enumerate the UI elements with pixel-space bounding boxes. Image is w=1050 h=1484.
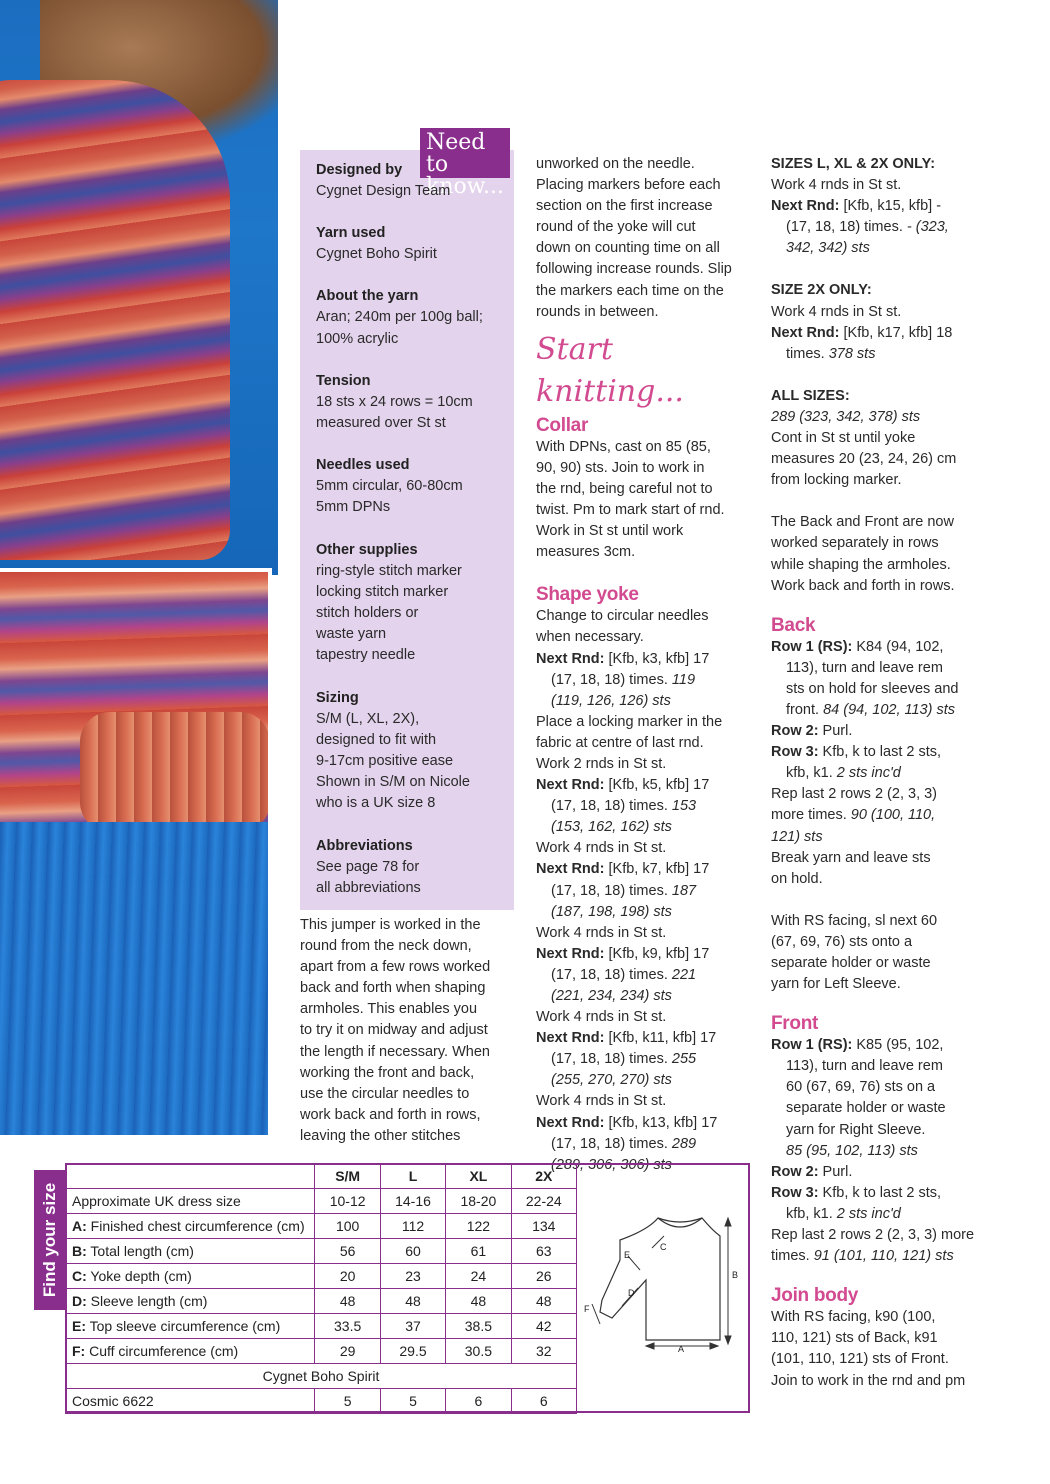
find-your-size-label: Find your size [40, 1182, 59, 1298]
sizing-line: who is a UK size 8 [316, 795, 436, 812]
text-line: 289 (323, 342, 378) sts [771, 408, 921, 425]
size-2x-heading: SIZE 2X ONLY: [771, 282, 872, 299]
text-line: Work in St st until work [536, 523, 684, 540]
size-header: 2X [511, 1164, 576, 1189]
sizing-line: designed to fit with [316, 731, 437, 748]
intro-paragraph [300, 915, 514, 1147]
measurement-label [66, 1214, 315, 1239]
text-line: the markers each time on the [536, 282, 724, 299]
shape-yoke-heading: Shape yoke [536, 584, 639, 606]
instruction-line: front. 84 (94, 102, 113) sts [786, 701, 956, 718]
diagram-label-f: F [584, 1304, 590, 1314]
instruction-line: (289, 306, 306) sts [551, 1156, 672, 1173]
instruction-line: (119, 126, 126) sts [551, 692, 671, 709]
instruction-line: Row 2: Purl. [771, 1163, 853, 1180]
intro-line: use the circular needles to [300, 1085, 470, 1102]
measurement-value: 32 [511, 1339, 576, 1364]
measurement-value: 18-20 [446, 1189, 511, 1214]
model-photo-detail [0, 568, 272, 1135]
instruction-line: Next Rnd: [Kfb, k17, kfb] 18 [771, 324, 953, 341]
about-yarn-block [316, 286, 512, 349]
measurement-value: 42 [511, 1314, 576, 1339]
instruction-line: (17, 18, 18) times. 289 [551, 1135, 697, 1152]
designed-by-block [316, 160, 512, 202]
sizing-line: S/M (L, XL, 2X), [316, 710, 420, 727]
measurement-value: 30.5 [446, 1339, 511, 1364]
measurement-value: 38.5 [446, 1314, 511, 1339]
text-line: Placing markers before each [536, 177, 721, 194]
measurement-value: 29 [315, 1339, 380, 1364]
table-row [66, 1314, 577, 1339]
sweater-cuff [80, 712, 270, 832]
instruction-line: Row 3: Kfb, k to last 2 sts, [771, 1184, 942, 1201]
instruction-line: (221, 234, 234) sts [551, 988, 672, 1004]
abbreviations-label: Abbreviations [316, 837, 413, 854]
text-line: 90, 90) sts. Join to work in [536, 459, 705, 476]
designed-by-label: Designed by [316, 162, 403, 178]
instruction-line: Next Rnd: [Kfb, k15, kfb] - [771, 198, 942, 215]
table-row [66, 1264, 577, 1289]
text-line: yarn for Left Sleeve. [771, 976, 901, 993]
text-line: measures 3cm. [536, 544, 636, 561]
abbreviations-line: all abbreviations [316, 879, 421, 896]
measurement-value: 37 [380, 1314, 445, 1339]
need-to-know-content [316, 160, 512, 920]
yarn-row [66, 1364, 577, 1389]
needles-line: 5mm circular, 60-80cm [316, 478, 463, 495]
measurement-key: D: [72, 1293, 87, 1309]
measurement-label [66, 1289, 315, 1314]
text-line: Rep last 2 rows 2 (2, 3, 3) [771, 786, 938, 803]
back-heading: Back [771, 614, 816, 636]
instruction-line: (255, 270, 270) sts [551, 1072, 672, 1089]
instruction-line: Next Rnd: [Kfb, k3, kfb] 17 [536, 650, 710, 667]
measurement-value: 20 [315, 1264, 380, 1289]
text-line: With RS facing, k90 (100, [771, 1309, 936, 1326]
measurement-label [66, 1189, 315, 1214]
text-line: measures 20 (23, 24, 26) cm [771, 451, 957, 468]
abbreviations-line: See page 78 for [316, 858, 420, 875]
text-line: unworked on the needle. [536, 156, 695, 172]
measurement-value: 26 [511, 1264, 576, 1289]
badge-line-1: Need to [426, 130, 486, 177]
measurement-value: 33.5 [315, 1314, 380, 1339]
shade-label: Cosmic 6622 [66, 1389, 315, 1414]
measurement-key: C: [72, 1268, 87, 1284]
size-header-row [66, 1164, 577, 1189]
measurement-value: 63 [511, 1239, 576, 1264]
instruction-line: Row 2: Purl. [771, 723, 853, 740]
instruction-line: Next Rnd: [Kfb, k13, kfb] 17 [536, 1114, 718, 1131]
table-row [66, 1289, 577, 1314]
instruction-line: (17, 18, 18) times. 153 [551, 798, 697, 815]
measurement-value: 48 [446, 1289, 511, 1314]
pattern-column-3 [771, 154, 993, 1392]
text-line: twist. Pm to mark start of rnd. [536, 502, 725, 519]
instruction-line: 85 (95, 102, 113) sts [786, 1142, 918, 1159]
tension-line: measured over St st [316, 415, 446, 432]
instruction-line: Row 1 (RS): K85 (95, 102, [771, 1037, 944, 1054]
model-photo-top [0, 0, 278, 575]
instruction-line: separate holder or waste [786, 1100, 946, 1117]
text-line: Work 4 rnds in St st. [536, 1093, 667, 1110]
text-line: Work 4 rnds in St st. [771, 177, 902, 194]
measurement-value: 10-12 [315, 1189, 380, 1214]
text-line: Work back and forth in rows. [771, 577, 955, 594]
badge-line-2: know... [426, 174, 504, 199]
text-line: Work 4 rnds in St st. [771, 303, 902, 320]
measurement-value: 61 [446, 1239, 511, 1264]
instruction-line: 113), turn and leave rem [786, 1058, 943, 1075]
text-line: 121) sts [771, 828, 823, 845]
supplies-line: locking stitch marker [316, 583, 449, 600]
needles-block [316, 455, 512, 518]
instruction-line: Next Rnd: [Kfb, k5, kfb] 17 [536, 777, 710, 794]
table-row [66, 1239, 577, 1264]
text-line: section on the first increase [536, 198, 713, 215]
text-line: The Back and Front are now [771, 514, 954, 531]
instruction-line: (153, 162, 162) sts [551, 819, 672, 836]
supplies-line: ring-style stitch marker [316, 562, 462, 579]
other-supplies-block [316, 540, 512, 667]
size-header: L [380, 1164, 445, 1189]
sweater-outline [600, 1218, 720, 1340]
table-row [66, 1189, 577, 1214]
text-line: separate holder or waste [771, 955, 931, 971]
intro-line: work back and forth in rows, [300, 1106, 481, 1123]
text-line: worked separately in rows [771, 535, 939, 552]
pattern-column-2 [536, 154, 758, 1176]
measurement-value: 134 [511, 1214, 576, 1239]
tension-line: 18 sts x 24 rows = 10cm [316, 393, 473, 410]
intro-line: working the front and back, [300, 1064, 475, 1081]
yarn-used-label: Yarn used [316, 225, 386, 242]
supplies-line: waste yarn [316, 626, 387, 643]
intro-line: apart from a few rows worked [300, 959, 491, 976]
text-line: Join to work in the rnd and pm [771, 1372, 966, 1389]
instruction-line: (187, 198, 198) sts [551, 903, 672, 920]
instruction-line: Row 1 (RS): K84 (94, 102, [771, 638, 944, 655]
yarn-used-block [316, 223, 512, 265]
instruction-line: yarn for Right Sleeve. [786, 1121, 926, 1138]
start-knitting-heading: Start knitting... [536, 331, 684, 409]
measurement-value: 56 [315, 1239, 380, 1264]
collar-heading: Collar [536, 414, 589, 436]
measurement-value: 48 [315, 1289, 380, 1314]
measurement-text: Approximate UK dress size [72, 1193, 241, 1209]
ball-count: 6 [511, 1389, 576, 1414]
sizing-label: Sizing [316, 689, 359, 706]
measurement-text: Finished chest circumference (cm) [86, 1218, 305, 1234]
instruction-line: kfb, k1. 2 sts inc'd [786, 765, 901, 782]
instruction-line: (17, 18, 18) times. 119 [551, 671, 696, 688]
diagram-label-c: C [660, 1242, 667, 1252]
instruction-line: kfb, k1. 2 sts inc'd [786, 1205, 901, 1222]
measurement-key: F: [72, 1343, 86, 1359]
text-line: Work 4 rnds in St st. [536, 1009, 667, 1026]
instruction-line: Next Rnd: [Kfb, k7, kfb] 17 [536, 861, 710, 878]
yarn-name: Cygnet Boho Spirit [66, 1364, 577, 1389]
measurement-value: 24 [446, 1264, 511, 1289]
measurement-text: Total length (cm) [86, 1243, 194, 1259]
measurement-label [66, 1339, 315, 1364]
size-header: S/M [315, 1164, 380, 1189]
designed-by-value: Cygnet Design Team [316, 183, 451, 199]
measurement-key: B: [72, 1243, 87, 1259]
measurement-value: 14-16 [380, 1189, 445, 1214]
measurement-key: A: [72, 1218, 87, 1234]
text-line: (101, 110, 121) sts of Front. [771, 1351, 949, 1368]
text-line: fabric at centre of last rnd. [536, 734, 704, 751]
measurement-text: Cuff circumference (cm) [85, 1343, 239, 1359]
supplies-line: tapestry needle [316, 647, 416, 664]
measurement-text: Sleeve length (cm) [86, 1293, 208, 1309]
abbreviations-block [316, 836, 512, 899]
measurement-label [66, 1239, 315, 1264]
needles-label: Needles used [316, 457, 410, 474]
instruction-line: (17, 18, 18) times. - (323, [786, 219, 949, 236]
measurement-value: 48 [511, 1289, 576, 1314]
instruction-line: (17, 18, 18) times. 255 [551, 1051, 697, 1068]
striped-sweater [0, 80, 230, 560]
text-line: With RS facing, sl next 60 [771, 912, 938, 929]
measurement-value: 122 [446, 1214, 511, 1239]
text-line: on hold. [771, 870, 823, 887]
text-line: Place a locking marker in the [536, 713, 723, 730]
measurement-value: 60 [380, 1239, 445, 1264]
sizing-line: Shown in S/M on Nicole [316, 774, 470, 791]
sizing-line: 9-17cm positive ease [316, 753, 454, 770]
join-body-heading: Join body [771, 1285, 859, 1307]
text-line: the rnd, being careful not to [536, 480, 713, 497]
measurement-text: Top sleeve circumference (cm) [86, 1318, 281, 1334]
instruction-line: 60 (67, 69, 76) sts on a [786, 1079, 936, 1096]
text-line: down on counting time on all [536, 240, 720, 257]
other-supplies-label: Other supplies [316, 541, 418, 558]
header-blank [66, 1164, 315, 1189]
text-line: Change to circular needles [536, 608, 709, 625]
text-line: Cont in St st until yoke [771, 430, 916, 447]
supplies-line: stitch holders or [316, 605, 419, 622]
instruction-line: sts on hold for sleeves and [786, 680, 959, 697]
text-line: Rep last 2 rows 2 (2, 3, 3) more [771, 1227, 975, 1244]
text-line: times. 91 (101, 110, 121) sts [771, 1248, 954, 1265]
instruction-line: Row 3: Kfb, k to last 2 sts, [771, 744, 942, 761]
measurement-value: 22-24 [511, 1189, 576, 1214]
instruction-line: Next Rnd: [Kfb, k11, kfb] 17 [536, 1030, 717, 1047]
table-row [66, 1339, 577, 1364]
measurement-label [66, 1314, 315, 1339]
measurement-label [66, 1264, 315, 1289]
instruction-line: times. 378 sts [786, 345, 876, 362]
sweater-diagram [580, 1200, 745, 1360]
instruction-line: (17, 18, 18) times. 221 [551, 966, 697, 983]
text-line: following increase rounds. Slip [536, 261, 732, 278]
intro-line: This jumper is worked in the [300, 917, 481, 933]
size-table [65, 1163, 577, 1414]
intro-line: back and forth when shaping [300, 980, 486, 997]
instruction-line: (17, 18, 18) times. 187 [551, 882, 697, 899]
sizes-l-xl-2x-heading: SIZES L, XL & 2X ONLY: [771, 156, 936, 172]
text-line: Break yarn and leave sts [771, 849, 931, 866]
measurement-value: 48 [380, 1289, 445, 1314]
measurement-value: 100 [315, 1214, 380, 1239]
measurement-key: E: [72, 1318, 86, 1334]
text-line: more times. 90 (100, 110, [771, 807, 936, 824]
ball-count: 5 [315, 1389, 380, 1414]
tension-label: Tension [316, 372, 371, 389]
measurement-value: 112 [380, 1214, 445, 1239]
diagram-label-e: E [624, 1250, 631, 1260]
arrow-f [592, 1304, 600, 1324]
about-yarn-line: Aran; 240m per 100g ball; [316, 309, 483, 326]
text-line: (67, 69, 76) sts onto a [771, 933, 913, 950]
text-line: Work 4 rnds in St st. [536, 924, 667, 941]
diagram-label-d: D [628, 1288, 635, 1298]
instruction-line: 113), turn and leave rem [786, 659, 943, 676]
find-your-size-tab [34, 1170, 66, 1310]
measurement-text: Yoke depth (cm) [86, 1268, 192, 1284]
ball-count: 6 [446, 1389, 511, 1414]
pleated-skirt [0, 822, 272, 1135]
intro-line: round from the neck down, [300, 938, 472, 955]
table-row [66, 1214, 577, 1239]
text-line: Work 2 rnds in St st. [536, 755, 667, 772]
diagram-label-b: B [732, 1270, 739, 1280]
needles-line: 5mm DPNs [316, 499, 391, 516]
intro-line: leaving the other stitches [300, 1127, 461, 1144]
text-line: round of the yoke will cut [536, 219, 696, 236]
text-line: 110, 121) sts of Back, k91 [771, 1330, 938, 1347]
ball-count: 5 [380, 1389, 445, 1414]
instruction-line: 342, 342) sts [786, 240, 870, 257]
yarn-used-value: Cygnet Boho Spirit [316, 246, 437, 263]
text-line: With DPNs, cast on 85 (85, [536, 438, 711, 455]
intro-line: the length if necessary. When [300, 1043, 490, 1060]
about-yarn-line: 100% acrylic [316, 330, 399, 347]
sizing-block [316, 688, 512, 815]
text-line: Work 4 rnds in St st. [536, 840, 667, 857]
text-line: while shaping the armholes. [771, 556, 951, 573]
diagram-label-a: A [678, 1344, 685, 1354]
shade-row [66, 1389, 577, 1414]
text-line: rounds in between. [536, 303, 659, 320]
measurement-value: 29.5 [380, 1339, 445, 1364]
tension-block [316, 371, 512, 434]
measurement-value: 23 [380, 1264, 445, 1289]
text-line: when necessary. [536, 629, 644, 646]
size-header: XL [446, 1164, 511, 1189]
intro-line: to try it on midway and adjust [300, 1022, 488, 1039]
all-sizes-heading: ALL SIZES: [771, 387, 850, 404]
front-heading: Front [771, 1013, 819, 1035]
instruction-line: Next Rnd: [Kfb, k9, kfb] 17 [536, 945, 710, 962]
text-line: from locking marker. [771, 472, 902, 489]
about-yarn-label: About the yarn [316, 288, 419, 305]
intro-line: armholes. This enables you [300, 1001, 478, 1018]
